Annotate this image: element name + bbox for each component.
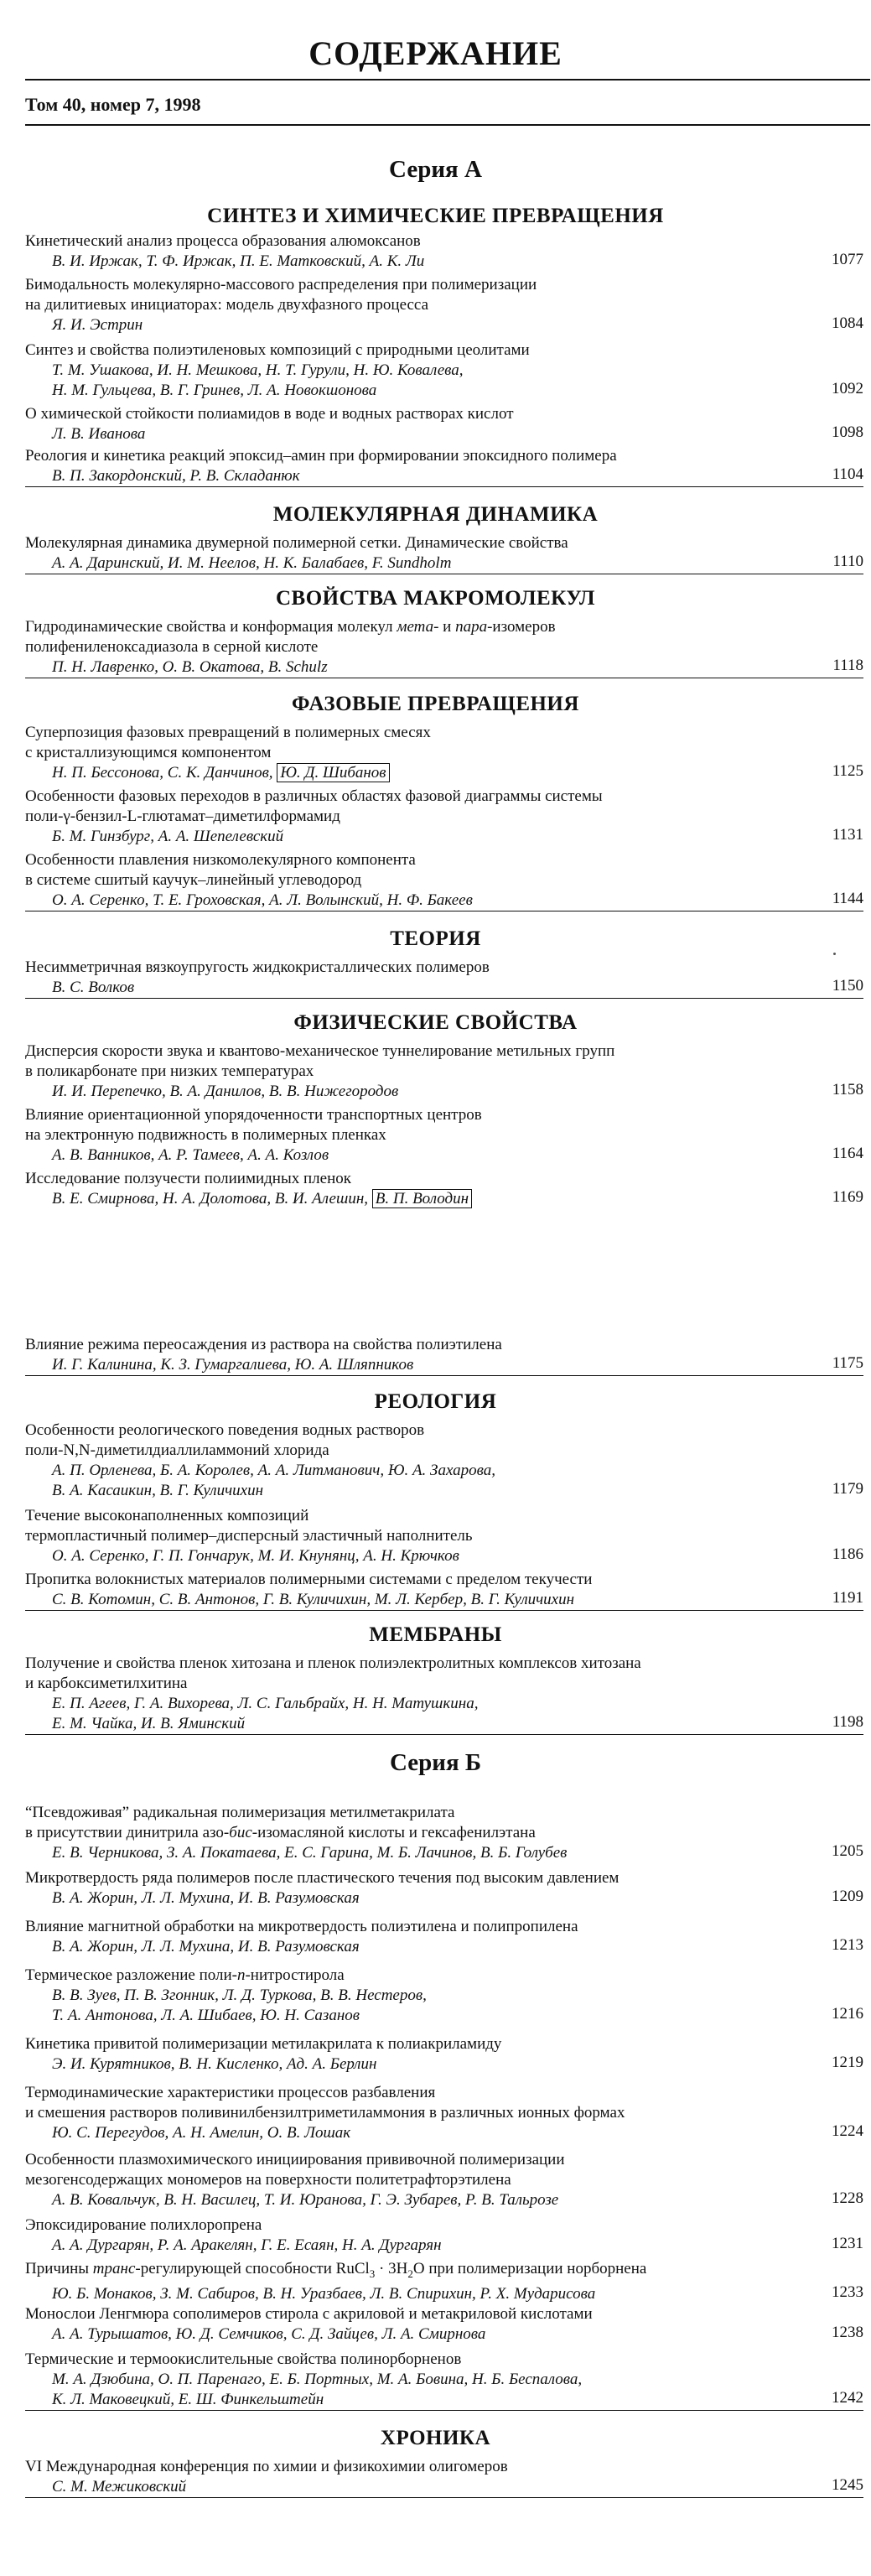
entry-page: 1228 (832, 2189, 863, 2207)
entry-title-line2: и смешения растворов поливинилбензилтриметиламмония в различных ионных формах (25, 2104, 625, 2122)
entry-page: 1092 (832, 380, 863, 397)
entry-title: Реология и кинетика реакций эпоксид–амин при формировании эпоксидного полимера (25, 447, 617, 465)
entry-title: Пропитка волокнистых материалов полимерными системами с пределом текучести (25, 1571, 593, 1588)
toc-entry[interactable] (25, 958, 863, 999)
entry-page: 1238 (832, 2324, 863, 2341)
entry-authors: В. В. Зуев, П. В. Згонник, Л. Д. Туркова, В. В. Нестеров, (52, 1987, 427, 2004)
volume-info: Том 40, номер 7, 1998 (25, 94, 201, 115)
entry-page: 1198 (832, 1713, 863, 1731)
entry-page: 1242 (832, 2389, 863, 2407)
entry-page: 1179 (832, 1480, 863, 1498)
toc-entry[interactable] (25, 1335, 863, 1376)
entry-title: “Псевдоживая” радикальная полимеризация метилметакрилата (25, 1804, 455, 1821)
entry-authors: О. А. Серенко, Т. Е. Гроховская, А. Л. Волынский, Н. Ф. Бакеев (52, 891, 473, 909)
series-b-heading: Серия Б (389, 1749, 482, 1776)
toc-entry[interactable] (25, 787, 863, 847)
toc-entry[interactable] (25, 231, 863, 272)
entry-title-line2: на дилитиевых инициаторах: модель двухфазного процесса (25, 296, 429, 314)
toc-entry[interactable] (25, 340, 863, 401)
entry-page: 1098 (832, 423, 863, 441)
section-chronicle: ХРОНИКА (380, 2427, 491, 2449)
entry-title: Бимодальность молекулярно-массового распределения при полимеризации (25, 276, 537, 293)
entry-authors-line2: К. Л. Маковецкий, Е. Ш. Финкельштейн (52, 2391, 324, 2408)
entry-authors: Б. М. Гинзбург, А. А. Шепелевский (52, 828, 284, 845)
entry-authors: С. М. Межиковский (52, 2478, 187, 2496)
entry-authors: В. А. Жорин, Л. Л. Мухина, И. В. Разумовская (52, 1938, 360, 1955)
toc-entry[interactable] (25, 2457, 863, 2498)
entry-title: Течение высоконаполненных композиций (25, 1507, 309, 1524)
entry-title: Микротвердость ряда полимеров после пластического течения под высоким давлением (25, 1869, 620, 1887)
entry-page: 1110 (832, 553, 863, 570)
entry-page: 1104 (832, 465, 863, 483)
entry-authors: Э. И. Курятников, В. Н. Кисленко, Ад. А. Берлин (52, 2055, 377, 2073)
entry-page: 1233 (832, 2283, 863, 2301)
entry-page: 1231 (832, 2235, 863, 2252)
entry-title-line2: поли-γ-бензил-L-глютамат–диметилформамид (25, 808, 340, 825)
entry-title-line2: полифениленоксадиазола в серной кислоте (25, 638, 319, 656)
entry-title: Исследование ползучести полиимидных пленок (25, 1170, 351, 1187)
entry-page: 1144 (832, 890, 863, 907)
entry-authors: М. А. Дзюбина, О. П. Пapeнaгo, Е. Б. Портных, М. А. Бовина, Н. Б. Беспалова, (52, 2371, 583, 2388)
section-macromolecules: СВОЙСТВА МАКРОМОЛЕКУЛ (275, 587, 595, 610)
deceased-author-box: В. П. Володин (372, 1189, 472, 1208)
toc-entry[interactable] (25, 2259, 863, 2304)
entry-title-line2: и карбоксиметилхитина (25, 1675, 188, 1692)
entry-title: Синтез и свойства полиэтиленовых композиций с природными цеолитами (25, 341, 530, 359)
section-theory: ТЕОРИЯ (390, 927, 481, 950)
entry-title: Термодинамические характеристики процессов разбавления (25, 2084, 436, 2101)
section-molecular-dynamics: МОЛЕКУЛЯРНАЯ ДИНАМИКА (272, 503, 599, 526)
entry-title-line2: на электронную подвижность в полимерных пленках (25, 1126, 386, 1144)
entry-page: 1175 (832, 1354, 863, 1372)
entry-page: 1118 (832, 657, 863, 674)
entry-authors: А. В. Ванников, А. Р. Тамеев, А. А. Козлов (52, 1146, 329, 1164)
toc-entry[interactable] (25, 723, 863, 783)
entry-title: Особенности реологического поведения водных растворов (25, 1421, 425, 1439)
entry-authors: Ю. С. Перегудов, А. Н. Амелин, О. В. Лошак (52, 2124, 351, 2142)
entry-authors: И. И. Перепечко, В. А. Данилов, В. В. Нижегородов (52, 1083, 399, 1100)
toc-entry[interactable] (25, 850, 863, 911)
entry-page: 1191 (832, 1589, 863, 1607)
entry-authors-line2: Н. М. Гульцева, В. Г. Гринев, Л. А. Новокшонова (52, 382, 377, 399)
toc-entry[interactable] (25, 2034, 863, 2075)
toc-entry[interactable] (25, 1420, 863, 1501)
entry-authors: А. А. Дургарян, Р. А. Аракелян, Г. Е. Есаян, Н. А. Дургарян (52, 2236, 442, 2254)
toc-entry[interactable] (25, 533, 863, 574)
entry-authors: В. Е. Смирнова, Н. А. Долотова, В. И. Алешин, В. П. Володин (25, 1189, 863, 1209)
toc-entry[interactable] (25, 1041, 863, 1102)
toc-entry[interactable] (25, 2350, 863, 2411)
toc-entry[interactable] (25, 1654, 863, 1735)
entry-page: 1084 (832, 314, 863, 332)
entry-authors: А. В. Ковальчук, В. Н. Василец, Т. И. Юранова, Г. Э. Зубарев, Р. В. Тальрозе (52, 2191, 559, 2209)
entry-page: 1150 (832, 977, 863, 995)
entry-title-line2: в системе сшитый каучук–линейный углеводород (25, 871, 362, 889)
entry-authors: Е. В. Черникова, З. А. Покатаева, Е. С. Гарина, М. Б. Лачинов, В. Б. Голубев (52, 1844, 568, 1862)
entry-authors: Е. П. Агеев, Г. А. Вихорева, Л. С. Гальбрайх, Н. Н. Матушкина, (52, 1695, 479, 1712)
entry-authors: А. А. Турышатов, Ю. Д. Семчиков, С. Д. Зайцев, Л. А. Смирнова (52, 2325, 486, 2343)
entry-authors-line2: Т. А. Антонова, Л. А. Шибаев, Ю. Н. Сазанов (52, 2007, 360, 2024)
entry-title: Термические и термоокислительные свойства полинорборненов (25, 2350, 462, 2368)
entry-page: 1131 (832, 826, 863, 844)
entry-title: Кинетика привитой полимеризации метилакрилата к полиакриламиду (25, 2035, 502, 2053)
page-title: СОДЕРЖАНИЕ (308, 34, 563, 72)
entry-title: Особенности плазмохимического инициирования прививочной полимеризации (25, 2151, 565, 2168)
section-rheology: РЕОЛОГИЯ (374, 1390, 497, 1413)
entry-title: Кинетический анализ процесса образования алюмоксанов (25, 232, 421, 250)
entry-authors: И. Г. Калинина, К. З. Гумаргалиева, Ю. А. Шляпников (52, 1356, 414, 1374)
entry-title: О химической стойкости полиамидов в воде и водных растворах кислот (25, 405, 514, 423)
entry-authors: Л. В. Иванова (52, 425, 146, 443)
entry-page: 1158 (832, 1081, 863, 1098)
toc-entry[interactable] (25, 275, 863, 335)
entry-title: Влияние режима переосаждения из раствора на свойства полиэтилена (25, 1336, 502, 1353)
entry-page: 1205 (832, 1842, 863, 1860)
entry-title: Термическое разложение поли-п-нитростирола (25, 1966, 345, 1984)
header-rule (25, 124, 870, 126)
entry-title: Влияние ориентационной упорядоченности транспортных центров (25, 1106, 482, 1124)
toc-entry[interactable] (25, 1868, 863, 1909)
entry-authors: О. А. Серенко, Г. П. Гончарук, М. И. Кнунянц, А. Н. Крючков (52, 1547, 459, 1565)
entry-authors: Н. П. Бессонова, С. К. Данчинов, Ю. Д. Шибанов (25, 763, 863, 783)
entry-authors-line2: Е. М. Чайка, И. В. Яминский (52, 1715, 246, 1732)
series-a-heading: Серия А (389, 156, 482, 183)
section-physical-properties: ФИЗИЧЕСКИЕ СВОЙСТВА (293, 1011, 578, 1034)
entry-title: Влияние магнитной обработки на микротвердость полиэтилена и полипропилена (25, 1918, 578, 1935)
entry-authors: Я. И. Эстрин (52, 316, 143, 334)
toc-entry[interactable] (25, 2215, 863, 2256)
toc-entry[interactable] (25, 1570, 863, 1611)
entry-authors: В. А. Жорин, Л. Л. Мухина, И. В. Разумовская (52, 1889, 360, 1907)
entry-title: Несимметричная вязкоупругость жидкокристаллических полимеров (25, 958, 490, 976)
entry-title-line2: с кристаллизующимся компонентом (25, 744, 272, 761)
toc-entry[interactable] (25, 1506, 863, 1566)
toc-entry[interactable] (25, 1966, 863, 2026)
toc-entry[interactable] (25, 1803, 863, 1863)
entry-title: Монослои Ленгмюра сополимеров стирола с акриловой и метакриловой кислотами (25, 2305, 593, 2323)
entry-title: Молекулярная динамика двумерной полимерной сетки. Динамические свойства (25, 534, 568, 552)
title-rule (25, 79, 870, 80)
entry-title-line2: мезогенсодержащих мономеров на поверхности политетрафторэтилена (25, 2171, 511, 2189)
entry-authors-line2: В. А. Касаикин, В. Г. Куличихин (52, 1482, 264, 1499)
toc-entry[interactable] (25, 2304, 863, 2345)
entry-title-line2: поли-N,N-диметилдиаллиламмоний хлорида (25, 1441, 329, 1459)
toc-entry[interactable] (25, 1917, 863, 1957)
entry-title: Суперпозиция фазовых превращений в полимерных смесях (25, 724, 431, 741)
toc-entry[interactable] (25, 2150, 863, 2210)
entry-page: 1125 (832, 762, 863, 780)
toc-entry[interactable] (25, 2083, 863, 2143)
entry-authors: П. Н. Лавренко, О. В. Окатова, B. Schulz (52, 658, 328, 676)
entry-page: 1169 (832, 1188, 863, 1206)
entry-title-line2: в присутствии динитрила азо-бис-изомасляной кислоты и гексафенилэтана (25, 1824, 536, 1841)
entry-authors: А. П. Орленева, Б. А. Королев, А. А. Литманович, Ю. А. Захарова, (52, 1462, 496, 1479)
entry-page: 1077 (832, 251, 863, 268)
entry-title: Дисперсия скорости звука и квантово-механическое туннелирование метильных групп (25, 1042, 615, 1060)
entry-authors: В. П. Закордонский, Р. В. Складанюк (52, 467, 300, 485)
entry-title-line2: в поликарбонате при низких температурах (25, 1062, 314, 1080)
entry-title: Получение и свойства пленок хитозана и пленок полиэлектролитных комплексов хитозана (25, 1654, 641, 1672)
entry-authors: А. А. Даринский, И. М. Неелов, Н. К. Балабаев, F. Sundholm (52, 554, 452, 572)
toc-entry[interactable] (25, 1105, 863, 1166)
entry-authors: Ю. Б. Монаков, З. М. Сабиров, В. Н. Уразбаев, Л. В. Спирихин, Р. Х. Мударисова (52, 2284, 596, 2303)
entry-authors: В. С. Волков (52, 979, 135, 996)
entry-authors: Т. М. Ушакова, И. Н. Мешкова, Н. Т. Гурули, Н. Ю. Ковалева, (52, 361, 464, 379)
entry-page: 1209 (832, 1888, 863, 1905)
entry-authors: С. В. Котомин, С. В. Антонов, Г. В. Куличихин, М. Л. Кербер, В. Г. Куличихин (52, 1591, 575, 1608)
entry-title: VI Международная конференция по химии и физикохимии олигомеров (25, 2458, 508, 2475)
entry-title: Гидродинамические свойства и конформация молекул мета- и пара-изомеров (25, 618, 556, 636)
entry-page: 1245 (832, 2476, 863, 2494)
toc-entry[interactable] (25, 404, 863, 444)
entry-page: 1224 (832, 2122, 863, 2140)
entry-title: Эпоксидирование полихлоропрена (25, 2216, 262, 2234)
toc-entry[interactable] (25, 446, 863, 487)
entry-authors: В. И. Иржак, Т. Ф. Иржак, П. Е. Матковский, А. К. Ли (52, 252, 425, 270)
entry-page: 1186 (832, 1545, 863, 1563)
section-synthesis: СИНТЕЗ И ХИМИЧЕСКИЕ ПРЕВРАЩЕНИЯ (207, 205, 664, 227)
deceased-author-box: Ю. Д. Шибанов (277, 763, 389, 782)
entry-page: 1219 (832, 2054, 863, 2071)
entry-title-line2: термопластичный полимер–дисперсный эластичный наполнитель (25, 1527, 473, 1545)
toc-entry[interactable] (25, 1169, 863, 1209)
entry-title: Особенности фазовых переходов в различных областях фазовой диаграммы системы (25, 787, 603, 805)
entry-page: 1216 (832, 2005, 863, 2023)
entry-title: Причины транс-регулирующей способности RuCl$_3$ · $3H_2O$ при полимеризации норборнена (25, 2260, 647, 2280)
section-phase-transitions: ФАЗОВЫЕ ПРЕВРАЩЕНИЯ (292, 693, 579, 715)
entry-title: Особенности плавления низкомолекулярного компонента (25, 851, 416, 869)
entry-page: 1213 (832, 1936, 863, 1954)
entry-page: 1164 (832, 1145, 863, 1162)
section-membranes: МЕМБРАНЫ (369, 1623, 502, 1646)
toc-entry[interactable] (25, 617, 863, 678)
print-speck (833, 953, 836, 955)
